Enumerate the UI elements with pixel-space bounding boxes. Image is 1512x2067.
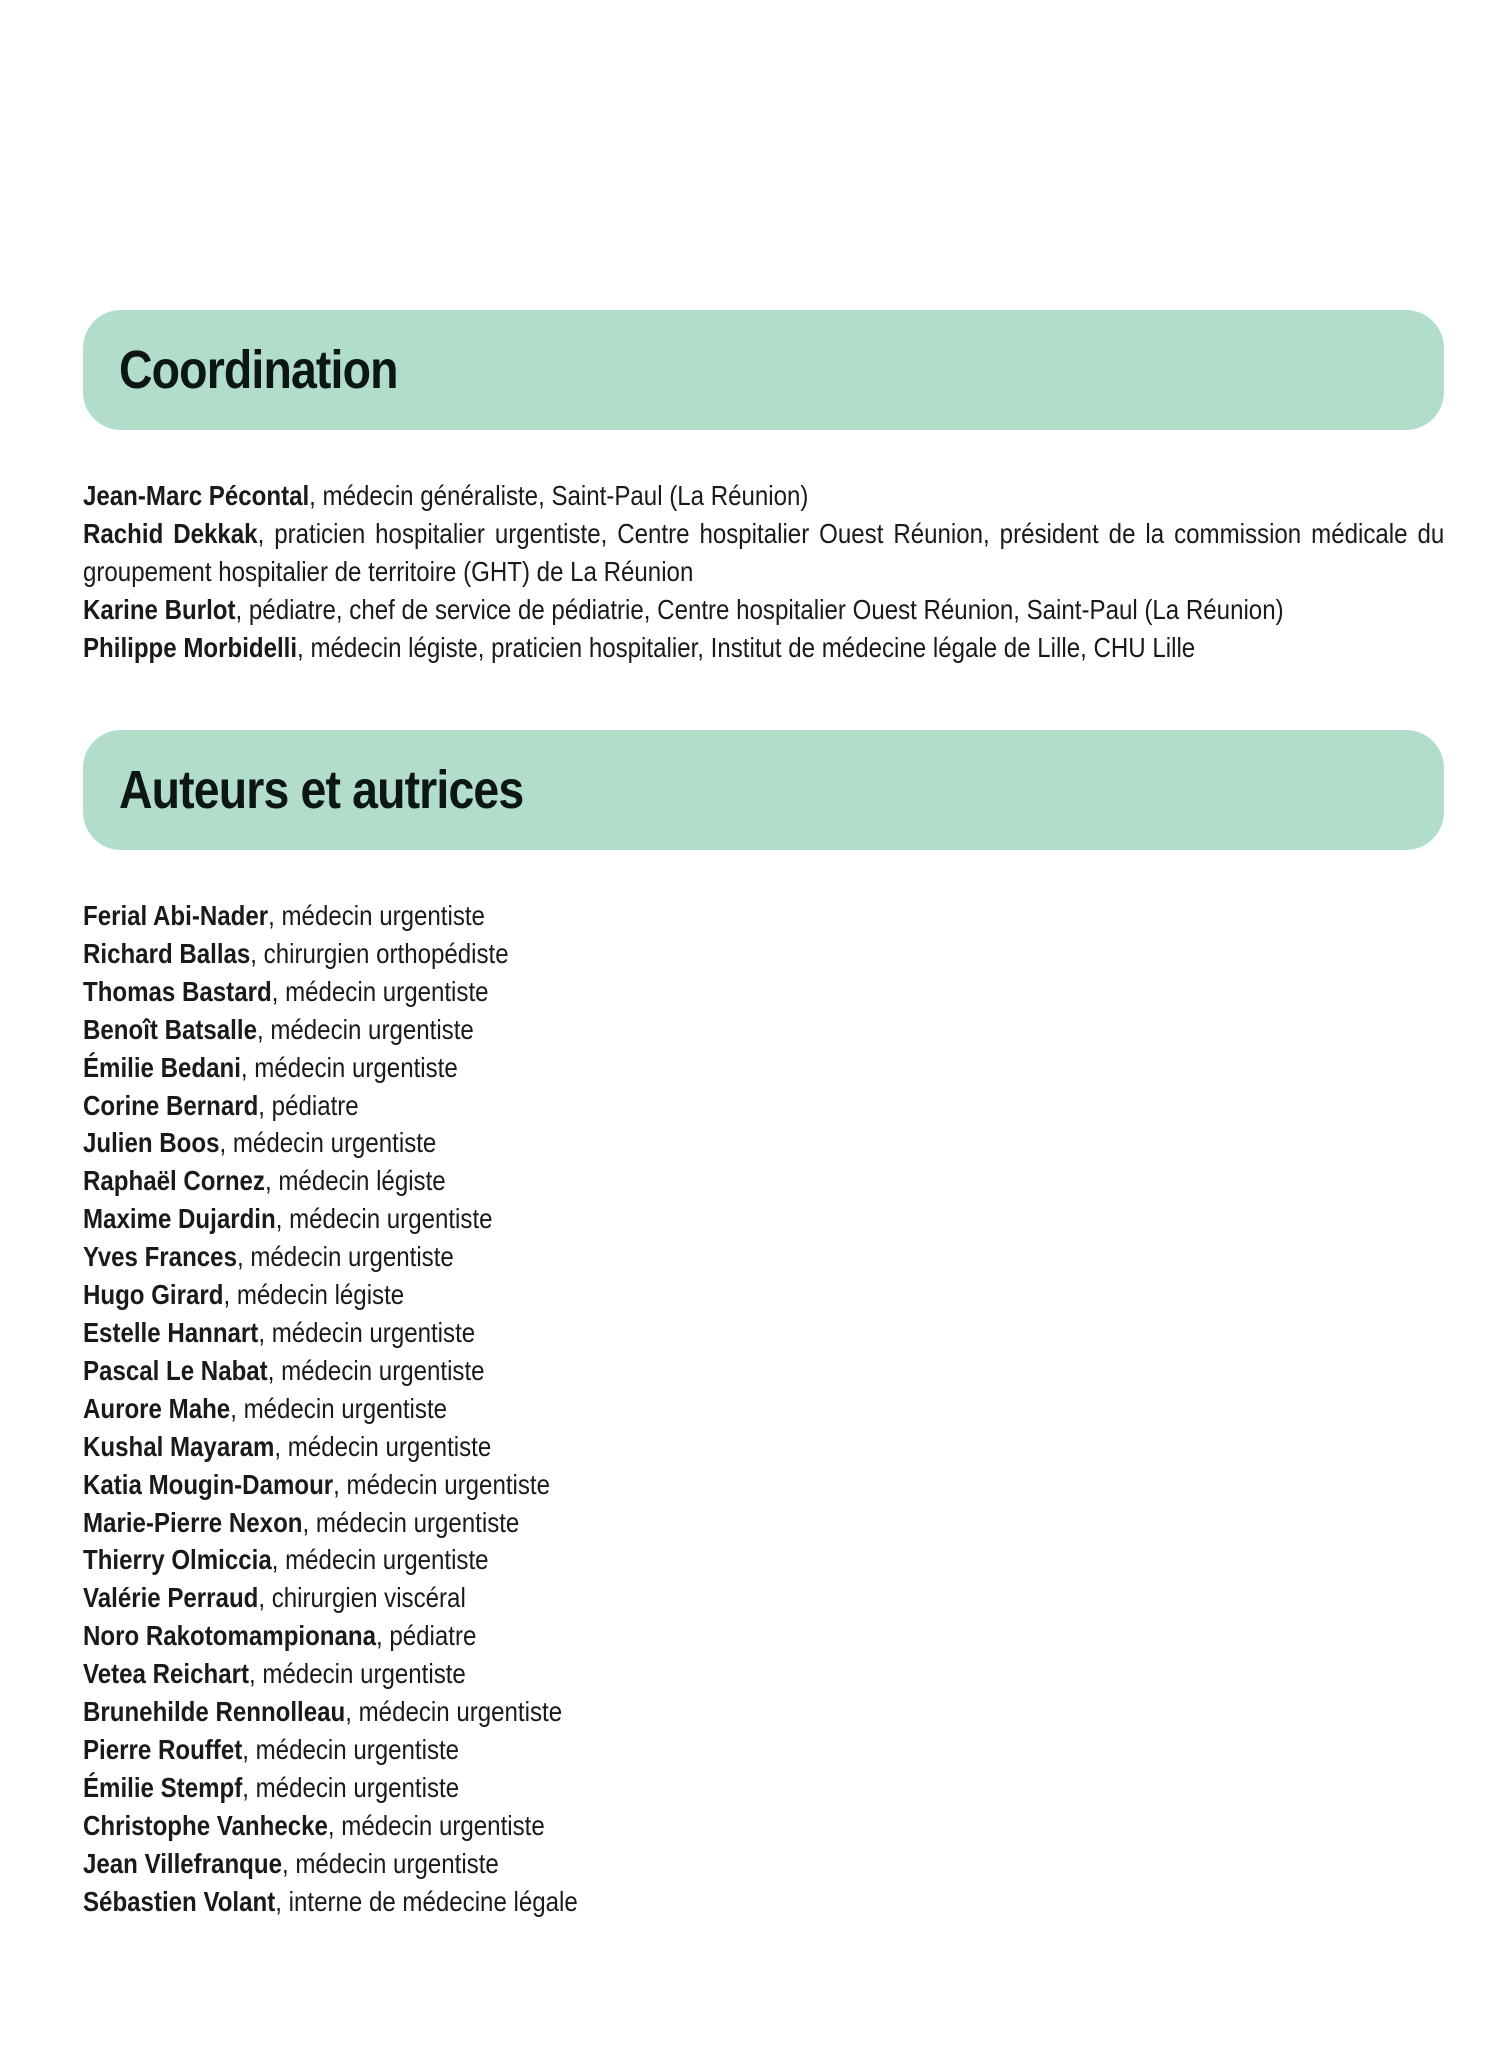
author-entry — [83, 1314, 1253, 1352]
author-name: Julien Boos — [83, 1127, 220, 1159]
coordination-title: Coordination — [119, 340, 398, 400]
author-entry — [83, 1124, 1253, 1162]
author-role: , médecin urgentiste — [275, 1203, 493, 1235]
coordination-name: Philippe Morbidelli — [83, 632, 298, 663]
author-entry — [83, 1579, 1253, 1617]
coordination-role: , médecin légiste, praticien hospitalier, Institut de médecine légale de Lille, CHU Lille — [297, 632, 1196, 663]
author-role: , médecin urgentiste — [268, 900, 485, 931]
author-role: , médecin urgentiste — [242, 1733, 460, 1765]
coordination-role: , pédiatre, chef de service de pédiatrie, Centre hospitalier Ouest Réunion, Saint-Paul (La Réunion) — [235, 594, 1284, 625]
author-name: Hugo Girard — [83, 1279, 224, 1311]
coordination-entry — [83, 477, 1444, 515]
author-role: , médecin urgentiste — [327, 1809, 545, 1841]
author-role: , médecin urgentiste — [345, 1696, 563, 1728]
author-name: Vetea Reichart — [83, 1658, 249, 1690]
author-role: , médecin urgentiste — [256, 1013, 474, 1045]
coordination-entry — [83, 629, 1444, 667]
author-entry — [83, 1428, 1253, 1466]
author-name: Marie-Pierre Nexon — [83, 1506, 303, 1538]
author-role: , pédiatre — [376, 1620, 477, 1652]
author-entry — [83, 1200, 1253, 1238]
author-role: , médecin urgentiste — [240, 1051, 458, 1083]
author-role: , médecin urgentiste — [258, 1316, 476, 1348]
author-role: , médecin légiste — [264, 1165, 446, 1197]
author-entry — [83, 1731, 1253, 1769]
coordination-name: Jean-Marc Pécontal — [83, 480, 310, 511]
author-role: , chirurgien viscéral — [258, 1582, 466, 1614]
author-name: Corine Bernard — [83, 1089, 259, 1121]
author-role: , médecin urgentiste — [281, 1847, 499, 1879]
author-name: Maxime Dujardin — [83, 1203, 276, 1235]
author-entry — [83, 897, 1253, 935]
author-name: Raphaël Cornez — [83, 1165, 265, 1197]
author-entry — [83, 1769, 1253, 1807]
coordination-list — [83, 477, 1444, 667]
author-name: Kushal Mayaram — [83, 1430, 275, 1462]
author-role: , médecin urgentiste — [230, 1392, 448, 1424]
author-name: Pascal Le Nabat — [83, 1354, 268, 1386]
author-entry — [83, 1655, 1253, 1693]
author-entry — [83, 1504, 1253, 1542]
author-name: Pierre Rouffet — [83, 1733, 243, 1765]
author-name: Benoît Batsalle — [83, 1013, 257, 1045]
authors-list — [83, 897, 1444, 1920]
author-role: , médecin urgentiste — [302, 1506, 520, 1538]
author-name: Thierry Olmiccia — [83, 1544, 272, 1576]
author-name: Estelle Hannart — [83, 1316, 259, 1348]
author-entry — [83, 1087, 1253, 1125]
author-entry — [83, 1845, 1253, 1883]
author-name: Richard Ballas — [83, 937, 251, 969]
author-role: , chirurgien orthopédiste — [250, 937, 509, 969]
coordination-role: , praticien hospitalier urgentiste, Centre hospitalier Ouest Réunion, président de la commission médicale du groupement hospitalier de territoire (GHT) de La Réunion — [83, 518, 1445, 587]
author-entry — [83, 973, 1253, 1011]
author-entry — [83, 1049, 1253, 1087]
authors-title: Auteurs et autrices — [119, 760, 524, 820]
coordination-role: , médecin généraliste, Saint-Paul (La Réunion) — [309, 480, 809, 511]
author-role: , médecin urgentiste — [267, 1354, 485, 1386]
author-entry — [83, 1390, 1253, 1428]
author-role: , médecin urgentiste — [242, 1771, 460, 1803]
author-name: Thomas Bastard — [83, 975, 272, 1007]
author-role: , médecin urgentiste — [333, 1468, 551, 1500]
author-role: , médecin urgentiste — [271, 1544, 489, 1576]
author-role: , médecin urgentiste — [219, 1127, 437, 1159]
author-name: Émilie Stempf — [83, 1771, 243, 1803]
coordination-entry — [83, 515, 1444, 591]
author-name: Sébastien Volant — [83, 1885, 276, 1917]
coordination-name: Karine Burlot — [83, 594, 236, 625]
author-entry — [83, 1693, 1253, 1731]
author-entry — [83, 1807, 1253, 1845]
authors-header — [83, 730, 1444, 850]
coordination-entry — [83, 591, 1444, 629]
author-role: , médecin urgentiste — [274, 1430, 492, 1462]
author-entry — [83, 1883, 1253, 1921]
author-role: , médecin légiste — [223, 1279, 405, 1311]
author-role: , médecin urgentiste — [271, 975, 489, 1007]
author-entry — [83, 1162, 1253, 1200]
coordination-header — [83, 310, 1444, 430]
author-name: Noro Rakotomampionana — [83, 1620, 377, 1652]
author-role: , pédiatre — [258, 1089, 359, 1121]
author-entry — [83, 1276, 1253, 1314]
author-entry — [83, 1238, 1253, 1276]
author-entry — [83, 1466, 1253, 1504]
author-name: Katia Mougin-Damour — [83, 1468, 334, 1500]
author-entry — [83, 1541, 1253, 1579]
author-name: Christophe Vanhecke — [83, 1809, 328, 1841]
author-role: , médecin urgentiste — [236, 1241, 454, 1273]
author-entry — [83, 1352, 1253, 1390]
author-name: Aurore Mahe — [83, 1392, 231, 1424]
author-entry — [83, 1617, 1253, 1655]
author-role: , médecin urgentiste — [248, 1658, 466, 1690]
author-entry — [83, 935, 1253, 973]
author-role: , interne de médecine légale — [275, 1885, 578, 1917]
author-name: Brunehilde Rennolleau — [83, 1696, 346, 1728]
coordination-name: Rachid Dekkak — [83, 518, 258, 549]
author-name: Yves Frances — [83, 1241, 237, 1273]
author-entry — [83, 1011, 1253, 1049]
author-name: Jean Villefranque — [83, 1847, 282, 1879]
author-name: Valérie Perraud — [83, 1582, 259, 1614]
author-name: Ferial Abi-Nader — [83, 900, 269, 931]
author-name: Émilie Bedani — [83, 1051, 241, 1083]
